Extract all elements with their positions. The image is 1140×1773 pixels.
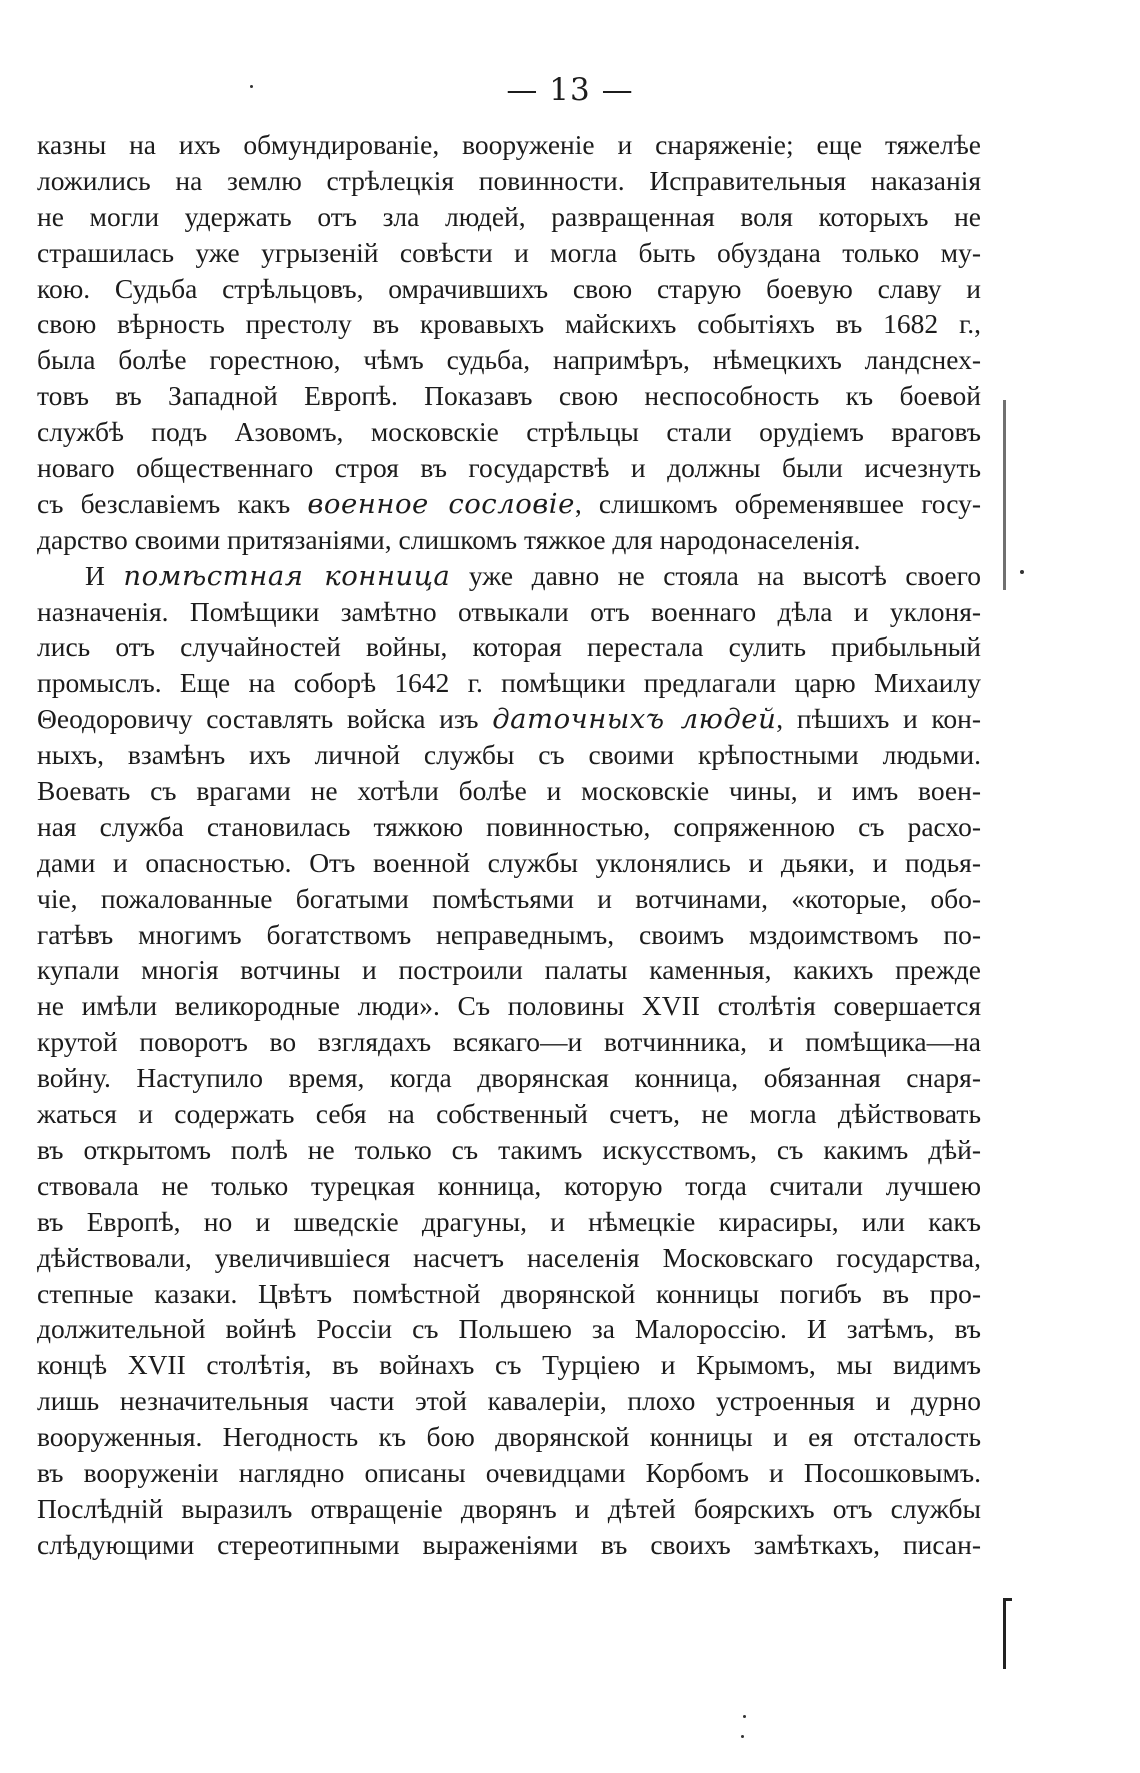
italic-term: помѣстная конница bbox=[123, 559, 451, 592]
text-segment: , пѣшихъ и кон- bbox=[776, 703, 981, 735]
text-line: Воевать съ врагами не хотѣли болѣе и московскіе чины, и имъ воен- bbox=[37, 775, 981, 807]
text-line: въ открытомъ полѣ не только съ такимъ искусствомъ, съ какимъ дѣй- bbox=[37, 1133, 981, 1165]
text-segment: Θеодоровичу составлять войска изъ bbox=[37, 703, 493, 735]
text-line-italic-1 bbox=[37, 486, 981, 522]
text-line: степные казаки. Цвѣтъ помѣстной дворянской конницы погибъ въ про- bbox=[37, 1277, 981, 1309]
text-line: въ Европѣ, но и шведскіе драгуны, и нѣмецкіе кирасиры, или какъ bbox=[37, 1205, 981, 1237]
margin-dot bbox=[1020, 570, 1024, 574]
margin-pencil-mark bbox=[1003, 400, 1006, 590]
page-dot bbox=[250, 85, 253, 88]
text-line: товъ въ Западной Европѣ. Показавъ свою неспособность къ боевой bbox=[37, 380, 981, 412]
text-line: лишь незначительныя части этой кавалеріи, плохо устроенныя и дурно bbox=[37, 1385, 981, 1417]
text-line-italic-2 bbox=[37, 701, 981, 737]
text-segment: , слишкомъ обременявшее госу- bbox=[574, 487, 981, 519]
text-line: была болѣе горестною, чѣмъ судьба, напримѣръ, нѣмецкихъ ландснех- bbox=[37, 344, 981, 376]
text-line: дарство своими притязаніями, слишкомъ тяжкое для народонаселенія. bbox=[37, 523, 861, 555]
text-line: слѣдующими стереотипными выраженіями въ своихъ замѣткахъ, писан- bbox=[37, 1528, 981, 1560]
body-text bbox=[37, 127, 981, 1563]
text-line: промыслъ. Еще на соборѣ 1642 г. помѣщики предлагали царю Михаилу bbox=[37, 667, 981, 699]
text-line: казны на ихъ обмундированіе, вооруженіе и снаряженіе; еще тяжелѣе bbox=[37, 129, 981, 160]
text-line: дами и опасностью. Отъ военной службы уклонялись и дьяки, и подья- bbox=[37, 846, 981, 878]
text-line: не могли удержать отъ зла людей, развращенная воля которыхъ не bbox=[37, 200, 981, 232]
paragraph-1 bbox=[37, 127, 981, 486]
text-segment: И bbox=[85, 559, 124, 591]
text-line: службѣ подъ Азовомъ, московскіе стрѣльцы стали орудіемъ враговъ bbox=[37, 416, 981, 448]
text-line: купали многія вотчины и построили палаты каменныя, какихъ прежде bbox=[37, 954, 981, 986]
margin-bracket bbox=[1003, 1598, 1012, 1669]
text-line: страшилась уже угрызеній совѣсти и могла быть обуздана только му- bbox=[37, 236, 981, 268]
page-dot bbox=[741, 1735, 744, 1738]
text-line: жаться и содержать себя на собственный счетъ, не могла дѣйствовать bbox=[37, 1098, 981, 1130]
italic-term: военное сословіе bbox=[307, 487, 575, 520]
text-line: ныхъ, взамѣнъ ихъ личной службы съ своими крѣпостными людьми. bbox=[37, 739, 981, 771]
page-number: — 13 — bbox=[506, 72, 634, 108]
text-line: чіе, пожалованные богатыми помѣстьями и вотчинами, «которые, обо- bbox=[37, 882, 981, 914]
text-segment: съ безславіемъ какъ bbox=[37, 487, 308, 519]
text-line: дѣйствовали, увеличившіеся насчетъ населенія Московскаго государства, bbox=[37, 1241, 981, 1273]
text-line: гатѣвъ многимъ богатствомъ неправеднымъ, своимъ мздоимствомъ по- bbox=[37, 918, 981, 950]
text-line: ная служба становилась тяжкою повинностью, сопряженною съ расхо- bbox=[37, 810, 981, 842]
text-line: должительной войнѣ Россіи съ Польшею за Малороссію. И затѣмъ, въ bbox=[37, 1313, 981, 1345]
text-line: лись отъ случайностей войны, которая перестала сулить прибыльный bbox=[37, 631, 981, 663]
paragraph-2-part-a bbox=[37, 594, 981, 702]
text-line: ствовала не только турецкая конница, которую тогда считали лучшею bbox=[37, 1169, 981, 1201]
text-segment: уже давно не стояла на высотѣ своего bbox=[450, 559, 981, 591]
text-line: вооруженныя. Негодность къ бою дворянской конницы и ея отсталость bbox=[37, 1421, 981, 1453]
text-line: назначенія. Помѣщики замѣтно отвыкали отъ военнаго дѣла и уклоня- bbox=[37, 595, 981, 627]
text-line: кою. Судьба стрѣльцовъ, омрачившихъ свою старую боевую славу и bbox=[37, 272, 981, 304]
page-dot bbox=[743, 1715, 746, 1718]
paragraph-2-part-b bbox=[37, 737, 981, 1562]
text-line-paragraph-2-start bbox=[37, 558, 981, 594]
text-line: войну. Наступило время, когда дворянская конница, обязанная снаря- bbox=[37, 1062, 981, 1094]
text-line: крутой поворотъ во взглядахъ всякаго—и вотчинника, и помѣщика—на bbox=[37, 1026, 981, 1058]
italic-term: даточныхъ людей bbox=[492, 703, 777, 736]
text-line: свою вѣрность престолу въ кровавыхъ майскихъ событіяхъ въ 1682 г., bbox=[37, 308, 981, 340]
text-line: новаго общественнаго строя въ государствѣ и должны были исчезнуть bbox=[37, 452, 981, 484]
text-line: въ вооруженіи наглядно описаны очевидцами Корбомъ и Посошковымъ. bbox=[37, 1456, 981, 1488]
text-line: Послѣдній выразилъ отвращеніе дворянъ и дѣтей боярскихъ отъ службы bbox=[37, 1492, 981, 1524]
text-line: ложились на землю стрѣлецкія повинности. Исправительныя наказанія bbox=[37, 164, 981, 196]
text-line: концѣ XVII столѣтія, въ войнахъ съ Турціею и Крымомъ, мы видимъ bbox=[37, 1349, 981, 1381]
text-line: не имѣли великородные люди». Съ половины XVII столѣтія совершается bbox=[37, 990, 981, 1022]
